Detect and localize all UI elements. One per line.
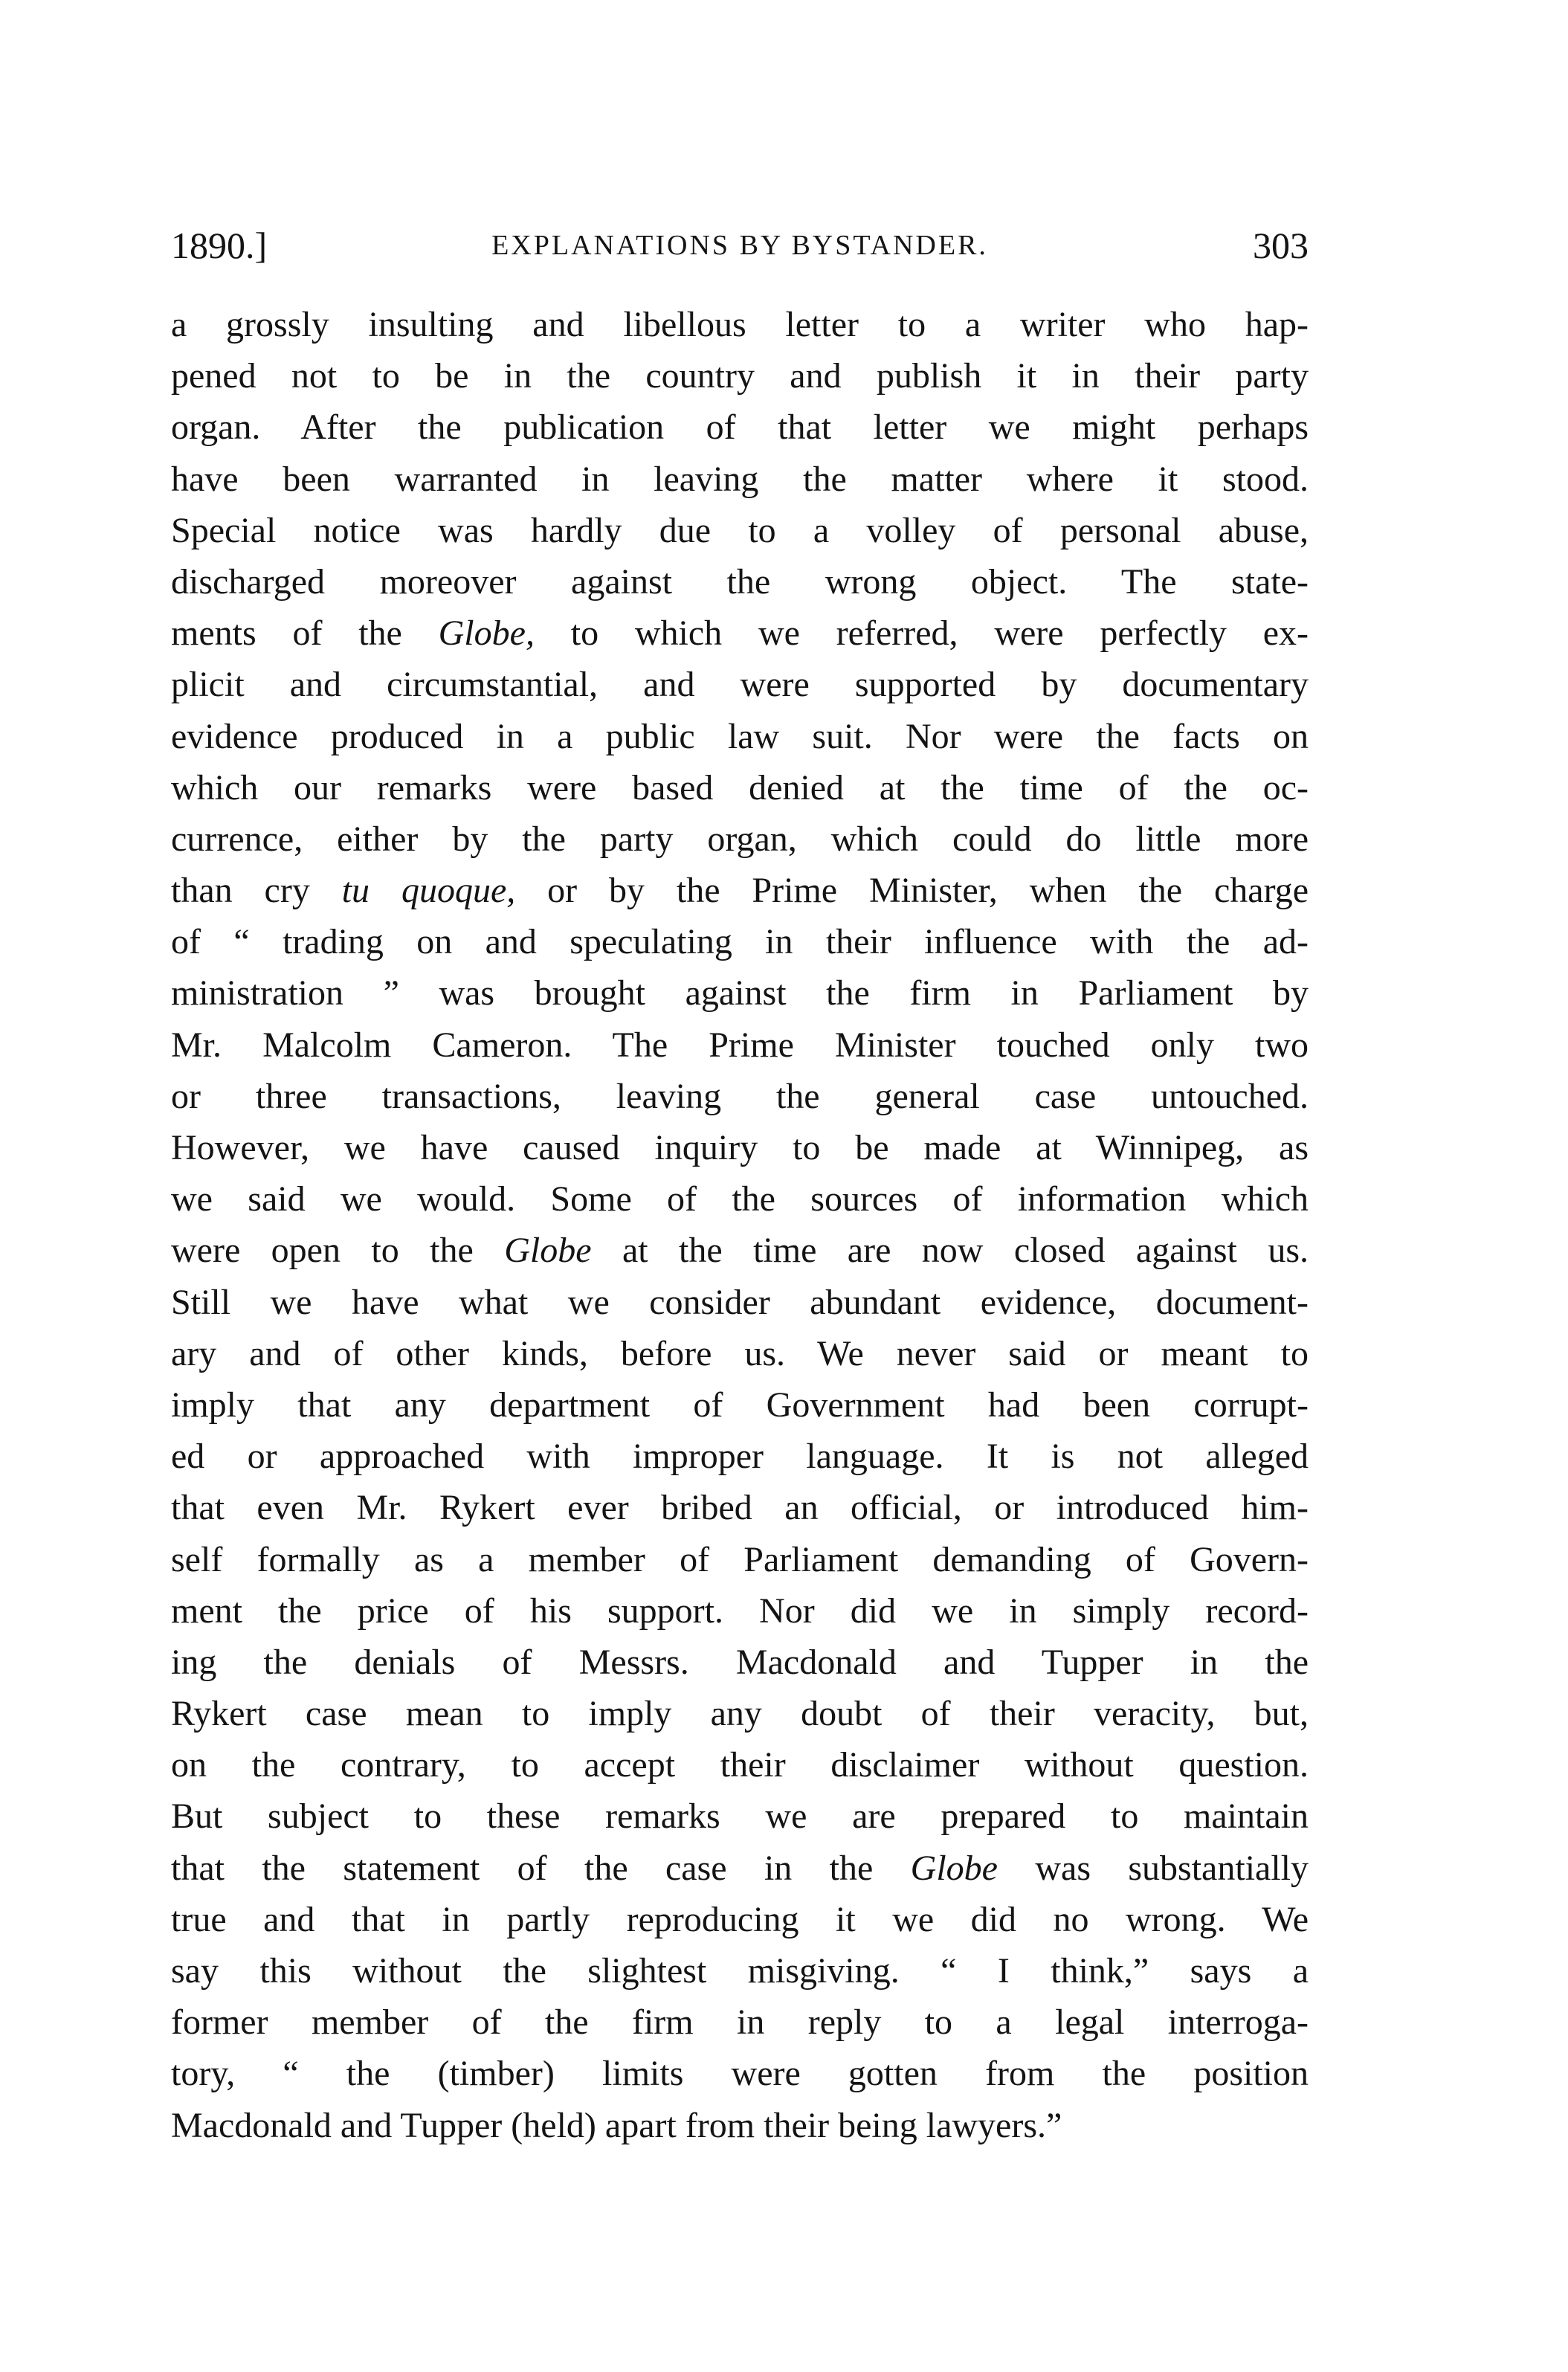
- text-line: [171, 454, 1309, 505]
- text-segment: Rykert case mean to imply any doubt of their veracity, but,: [171, 1694, 1309, 1734]
- text-segment: have been warranted in leaving the matter where it stood.: [171, 459, 1309, 499]
- text-line: [171, 1843, 1309, 1894]
- text-line: [171, 1019, 1309, 1071]
- text-line: [171, 1328, 1309, 1379]
- body-paragraph: [171, 299, 1309, 2151]
- text-segment: ing the denials of Messrs. Macdonald and Tupper in the: [171, 1642, 1309, 1682]
- text-line: [171, 556, 1309, 607]
- text-line: [171, 865, 1309, 916]
- text-segment: or by the Prime Minister, when the charge: [515, 871, 1309, 911]
- text-segment: ed or approached with improper language. It is not alleged: [171, 1437, 1309, 1477]
- text-segment: Mr. Malcolm Cameron. The Prime Minister touched only two: [171, 1025, 1309, 1065]
- text-segment: plicit and circumstantial, and were supported by documentary: [171, 665, 1309, 705]
- text-segment: ministration ” was brought against the firm in Parliament by: [171, 973, 1309, 1013]
- text-line: [171, 350, 1309, 402]
- text-line: [171, 1122, 1309, 1173]
- text-segment: Still we have what we consider abundant evidence, document-: [171, 1282, 1309, 1322]
- text-line: [171, 1945, 1309, 1996]
- text-segment: organ. After the publication of that letter we might perhaps: [171, 407, 1309, 448]
- italic-text: Globe,: [438, 613, 535, 654]
- text-line: [171, 967, 1309, 1019]
- text-line: [171, 659, 1309, 710]
- text-segment: However, we have caused inquiry to be made at Winnipeg, as: [171, 1128, 1309, 1167]
- text-segment: ment the price of his support. Nor did we in simply record-: [171, 1591, 1309, 1631]
- running-title: EXPLANATIONS BY BYSTANDER.: [491, 230, 988, 261]
- text-segment: a grossly insulting and libellous letter to a writer who hap-: [171, 305, 1309, 344]
- text-line: [171, 1996, 1309, 2048]
- italic-text: Globe: [504, 1231, 592, 1271]
- text-segment: true and that in partly reproducing it we did no wrong. We: [171, 1899, 1309, 1939]
- text-segment: that even Mr. Rykert ever bribed an official, or introduced him-: [171, 1488, 1309, 1528]
- text-line: [171, 916, 1309, 967]
- text-line: [171, 1585, 1309, 1637]
- text-line: [171, 2048, 1309, 2099]
- text-line: [171, 1225, 1309, 1276]
- text-line: [171, 1637, 1309, 1688]
- text-line: [171, 1534, 1309, 1585]
- text-line: [171, 1173, 1309, 1225]
- text-segment: Macdonald and Tupper (held) apart from their being lawyers.”: [171, 2105, 1062, 2145]
- text-segment: were open to the: [171, 1231, 505, 1271]
- italic-text: Globe: [910, 1848, 998, 1888]
- text-line: [171, 2100, 1309, 2151]
- text-segment: that the statement of the case in the: [171, 1848, 911, 1888]
- text-line: [171, 402, 1309, 453]
- text-line: [171, 762, 1309, 813]
- text-line: [171, 1739, 1309, 1791]
- text-segment: self formally as a member of Parliament demanding of Govern-: [171, 1539, 1309, 1579]
- text-segment: which our remarks were based denied at the time of the oc-: [171, 767, 1309, 808]
- text-segment: tory, “ the (timber) limits were gotten from the position: [171, 2054, 1309, 2094]
- text-line: [171, 607, 1309, 659]
- text-line: [171, 505, 1309, 556]
- text-line: [171, 1071, 1309, 1122]
- text-segment: or three transactions, leaving the general case untouched.: [171, 1076, 1309, 1116]
- text-segment: currence, either by the party organ, which could do little more: [171, 819, 1309, 859]
- text-line: [171, 1379, 1309, 1431]
- text-segment: was substantially: [997, 1848, 1309, 1888]
- text-segment: Special notice was hardly due to a volley of personal abuse,: [171, 510, 1309, 550]
- text-segment: than cry: [171, 871, 342, 911]
- text-line: [171, 1482, 1309, 1533]
- text-segment: imply that any department of Government had been corrupt-: [171, 1385, 1309, 1425]
- text-segment: at the time are now closed against us.: [591, 1231, 1309, 1271]
- text-line: [171, 1791, 1309, 1842]
- text-segment: former member of the firm in reply to a legal interroga-: [171, 2002, 1309, 2043]
- text-line: [171, 1277, 1309, 1328]
- text-segment: we said we would. Some of the sources of information which: [171, 1179, 1309, 1219]
- text-segment: say this without the slightest misgiving. “ I think,” says a: [171, 1951, 1309, 1991]
- text-segment: on the contrary, to accept their disclaimer without question.: [171, 1745, 1309, 1785]
- text-line: [171, 1688, 1309, 1739]
- page-number: 303: [1253, 225, 1309, 266]
- text-segment: pened not to be in the country and publish it in their party: [171, 356, 1309, 396]
- text-line: [171, 813, 1309, 865]
- text-line: [171, 299, 1309, 350]
- text-segment: to which we referred, were perfectly ex-: [534, 613, 1309, 654]
- text-line: [171, 711, 1309, 762]
- header-year: 1890.]: [171, 225, 268, 266]
- text-line: [171, 1431, 1309, 1482]
- italic-text: tu quoque,: [341, 871, 516, 911]
- text-segment: ary and of other kinds, before us. We never said or meant to: [171, 1333, 1309, 1373]
- text-segment: evidence produced in a public law suit. Nor were the facts on: [171, 716, 1309, 756]
- text-segment: of “ trading on and speculating in their influence with the ad-: [171, 922, 1309, 962]
- running-header: [171, 216, 1309, 275]
- text-line: [171, 1894, 1309, 1945]
- text-segment: But subject to these remarks we are prepared to maintain: [171, 1796, 1309, 1837]
- text-segment: ments of the: [171, 613, 439, 654]
- text-segment: discharged moreover against the wrong object. The state-: [171, 561, 1309, 602]
